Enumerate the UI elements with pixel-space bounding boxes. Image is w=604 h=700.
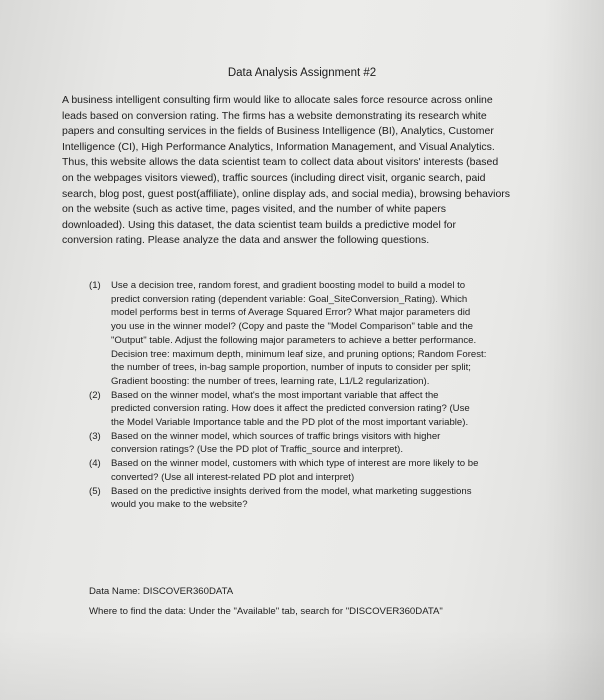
question-item-5 (89, 485, 559, 512)
question-line: Gradient boosting: the number of trees, learning rate, L1/L2 regularization). (111, 375, 430, 387)
question-line: the number of trees, in-bag sample proportion, number of inputs to consider per split; (111, 362, 471, 374)
assignment-title: Data Analysis Assignment #2 (227, 67, 377, 79)
intro-line: search, blog post, guest post(affiliate), online display ads, and social media), browsing behaviors (62, 187, 511, 200)
question-item-4 (89, 457, 559, 484)
intro-line: on the webpages visitors viewed), traffic sources (including direct visit, organic search, paid (62, 171, 486, 184)
question-text (89, 279, 559, 389)
question-number: (5) (89, 485, 101, 497)
question-line: predicted conversion rating. How does it affect the predicted conversion rating? (Use (111, 403, 470, 415)
question-line: model performs best in terms of Average Squared Error? What major parameters did (111, 307, 471, 319)
question-line: you use in the winner model? (Copy and paste the "Model Comparison" table and the (111, 321, 473, 333)
question-item-1 (89, 279, 559, 389)
intro-line: Thus, this website allows the data scientist team to collect data about visitors' interests (based (62, 156, 499, 169)
question-line: conversion ratings? (Use the PD plot of Traffic_source and interpret). (111, 444, 404, 456)
question-number: (4) (89, 458, 101, 470)
question-item-3 (89, 430, 559, 457)
question-number: (3) (89, 430, 101, 442)
question-line: Based on the winner model, which sources of traffic brings visitors with higher (111, 430, 441, 442)
question-line: Based on the winner model, customers with which type of interest are more likely to be (111, 458, 479, 470)
intro-line: Intelligence (CI), High Performance Analytics, Information Management, and Visual Analytics. (62, 140, 495, 153)
question-line: predict conversion rating (dependent variable: Goal_SiteConversion_Rating). Which (111, 293, 468, 305)
question-line: Based on the winner model, what's the most important variable that affect the (111, 389, 439, 401)
intro-line: papers and consulting services in the fields of Business Intelligence (BI), Analytics, Customer (62, 125, 494, 138)
question-text (89, 389, 559, 430)
question-text (89, 430, 559, 457)
page-shadow-bottom (0, 630, 604, 700)
question-line: Use a decision tree, random forest, and gradient boosting model to build a model to (111, 280, 466, 291)
question-number: (2) (89, 389, 101, 401)
intro-line: conversion rating. Please analyze the data and answer the following questions. (62, 234, 430, 247)
question-line: Decision tree: maximum depth, minimum leaf size, and pruning options; Random Forest: (111, 348, 487, 360)
question-list (89, 279, 559, 512)
question-line: the Model Variable Importance table and the PD plot of the most important variable). (111, 417, 469, 429)
intro-line: A business intelligent consulting firm would like to allocate sales force resource across online (62, 94, 493, 106)
question-number: (1) (89, 280, 101, 291)
question-line: "Output" table. Adjust the following major parameters to achieve a better performance. (111, 334, 477, 346)
data-location-note: Where to find the data: Under the "Available" tab, search for "DISCOVER360DATA" (89, 606, 443, 617)
question-line: would you make to the website? (111, 499, 248, 511)
intro-line: leads based on conversion rating. The firms has a website demonstrating its research white (62, 109, 487, 122)
intro-line: downloaded). Using this dataset, the data scientist team builds a predictive model for (62, 218, 456, 231)
question-text (89, 457, 559, 484)
data-name-label: Data Name: DISCOVER360DATA (89, 586, 234, 597)
question-line: Based on the predictive insights derived from the model, what marketing suggestions (111, 485, 472, 497)
question-item-2 (89, 389, 559, 430)
intro-line: on the website (such as active time, pages visited, and the number of white papers (62, 203, 447, 216)
question-text (89, 485, 559, 512)
intro-paragraph (62, 93, 552, 249)
question-line: converted? (Use all interest-related PD plot and interpret) (111, 471, 355, 483)
